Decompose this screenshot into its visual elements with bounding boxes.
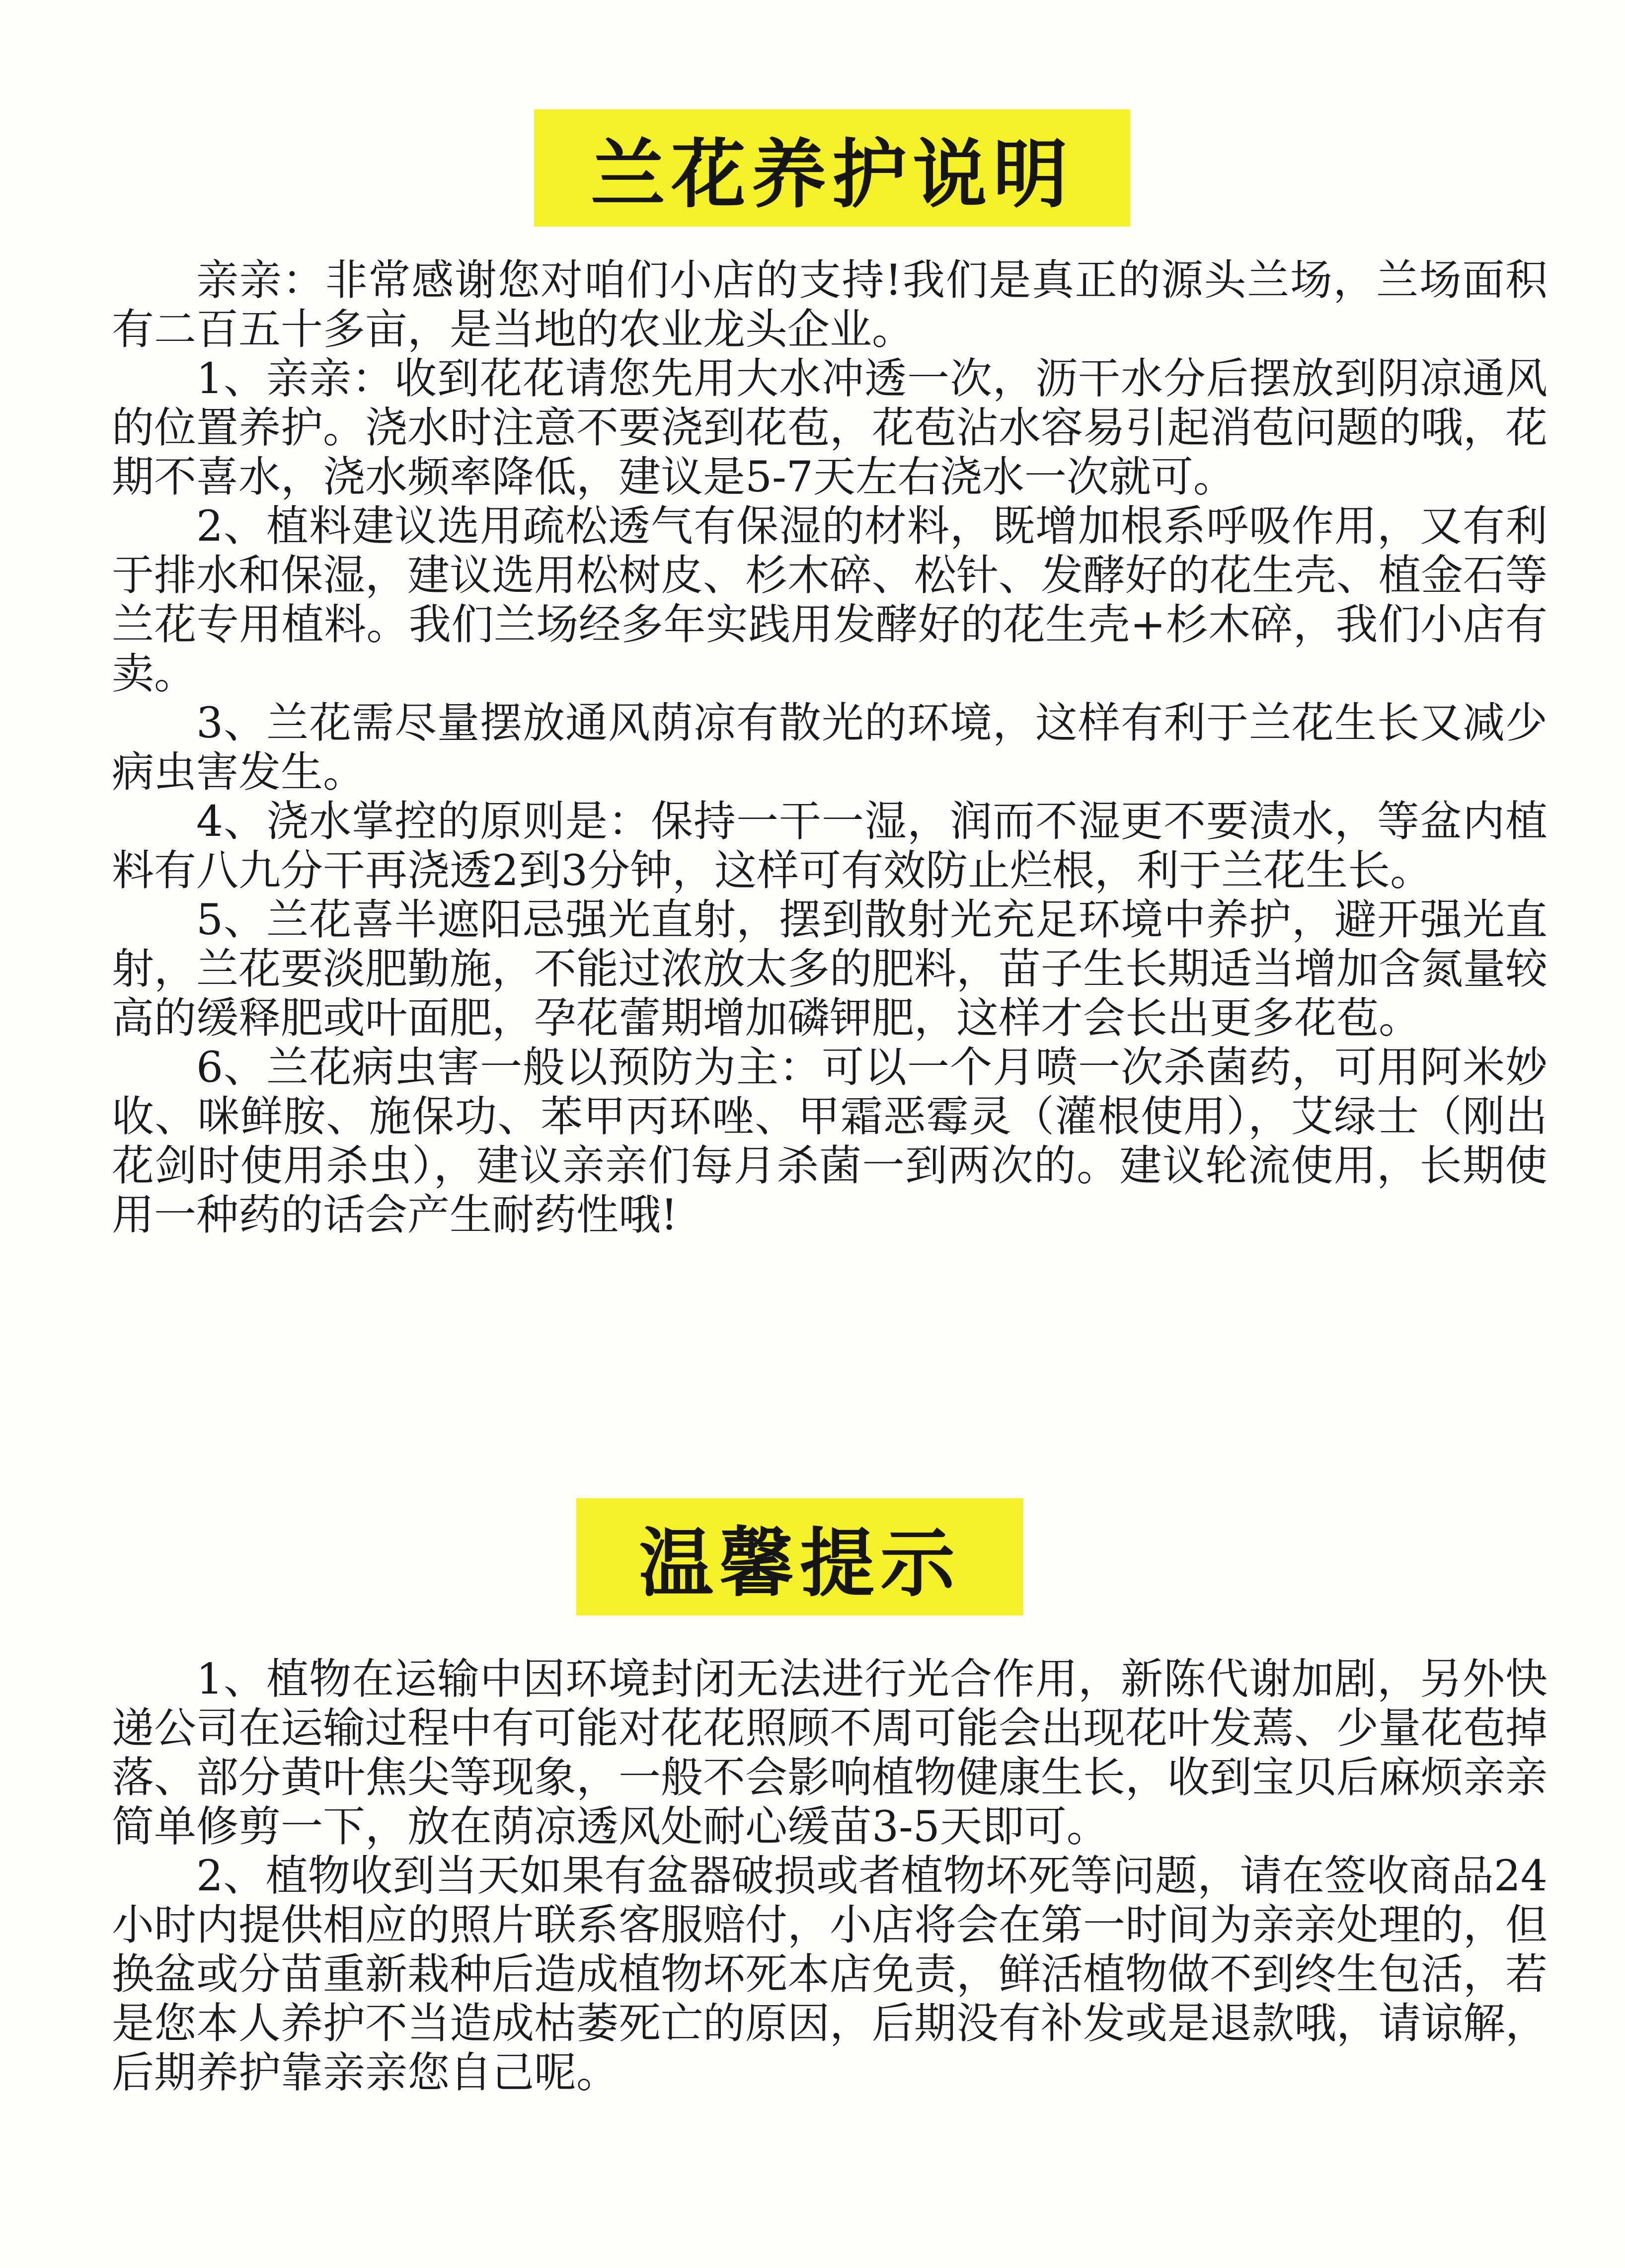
care-guide-item: 2、植料建议选用疏松透气有保湿的材料，既增加根系呼吸作用，又有利于排水和保湿，建议选用松树皮、杉木碎、松针、发酵好的花生壳、植金石等兰花专用植料。我们兰场经多年实践用发酵好的花生壳+杉木碎，我们小店有卖。 xyxy=(112,502,1548,699)
care-guide-item: 5、兰花喜半遮阳忌强光直射，摆到散射光充足环境中养护，避开强光直射，兰花要淡肥勤施，不能过浓放太多的肥料，苗子生长期适当增加含氮量较高的缓释肥或叶面肥，孕花蕾期增加磷钾肥，这样才会长出更多花苞。 xyxy=(112,895,1548,1043)
tips-section xyxy=(112,1655,1548,2098)
care-guide-item: 4、浇水掌控的原则是：保持一干一湿，润而不湿更不要渍水，等盆内植料有八九分干再浇透2到3分钟，这样可有效防止烂根，利于兰花生长。 xyxy=(112,797,1548,895)
care-guide-title-banner xyxy=(534,109,1130,227)
tips-item: 2、植物收到当天如果有盆器破损或者植物坏死等问题，请在签收商品24小时内提供相应的照片联系客服赔付，小店将会在第一时间为亲亲处理的，但换盆或分苗重新栽种后造成植物坏死本店免责，鲜活植物做不到终生包活，若是您本人养护不当造成枯萎死亡的原因，后期没有补发或是退款哦，请谅解，后期养护靠亲亲您自己呢。 xyxy=(112,1852,1548,2098)
care-guide-section xyxy=(112,256,1548,1240)
care-guide-item: 6、兰花病虫害一般以预防为主：可以一个月喷一次杀菌药，可用阿米妙收、咪鲜胺、施保功、苯甲丙环唑、甲霜恶霉灵（灌根使用），艾绿士（刚出花剑时使用杀虫），建议亲亲们每月杀菌一到两次的。建议轮流使用，长期使用一种药的话会产生耐药性哦! xyxy=(112,1043,1548,1240)
care-guide-item: 3、兰花需尽量摆放通风荫凉有散光的环境，这样有利于兰花生长又减少病虫害发生。 xyxy=(112,699,1548,797)
care-guide-item: 1、亲亲：收到花花请您先用大水冲透一次，沥干水分后摆放到阴凉通风的位置养护。浇水时注意不要浇到花苞，花苞沾水容易引起消苞问题的哦，花期不喜水，浇水频率降低，建议是5-7天左右浇水一次就可。 xyxy=(112,354,1548,502)
tips-item: 1、植物在运输中因环境封闭无法进行光合作用，新陈代谢加剧，另外快递公司在运输过程中有可能对花花照顾不周可能会出现花叶发蔫、少量花苞掉落、部分黄叶焦尖等现象，一般不会影响植物健康生长，收到宝贝后麻烦亲亲简单修剪一下，放在荫凉透风处耐心缓苗3-5天即可。 xyxy=(112,1655,1548,1852)
care-guide-intro: 亲亲：非常感谢您对咱们小店的支持!我们是真正的源头兰场，兰场面积有二百五十多亩，是当地的农业龙头企业。 xyxy=(112,256,1548,354)
care-guide-title: 兰花养护说明 xyxy=(590,132,1074,218)
tips-title-banner xyxy=(576,1498,1023,1616)
tips-title: 温馨提示 xyxy=(638,1521,961,1607)
